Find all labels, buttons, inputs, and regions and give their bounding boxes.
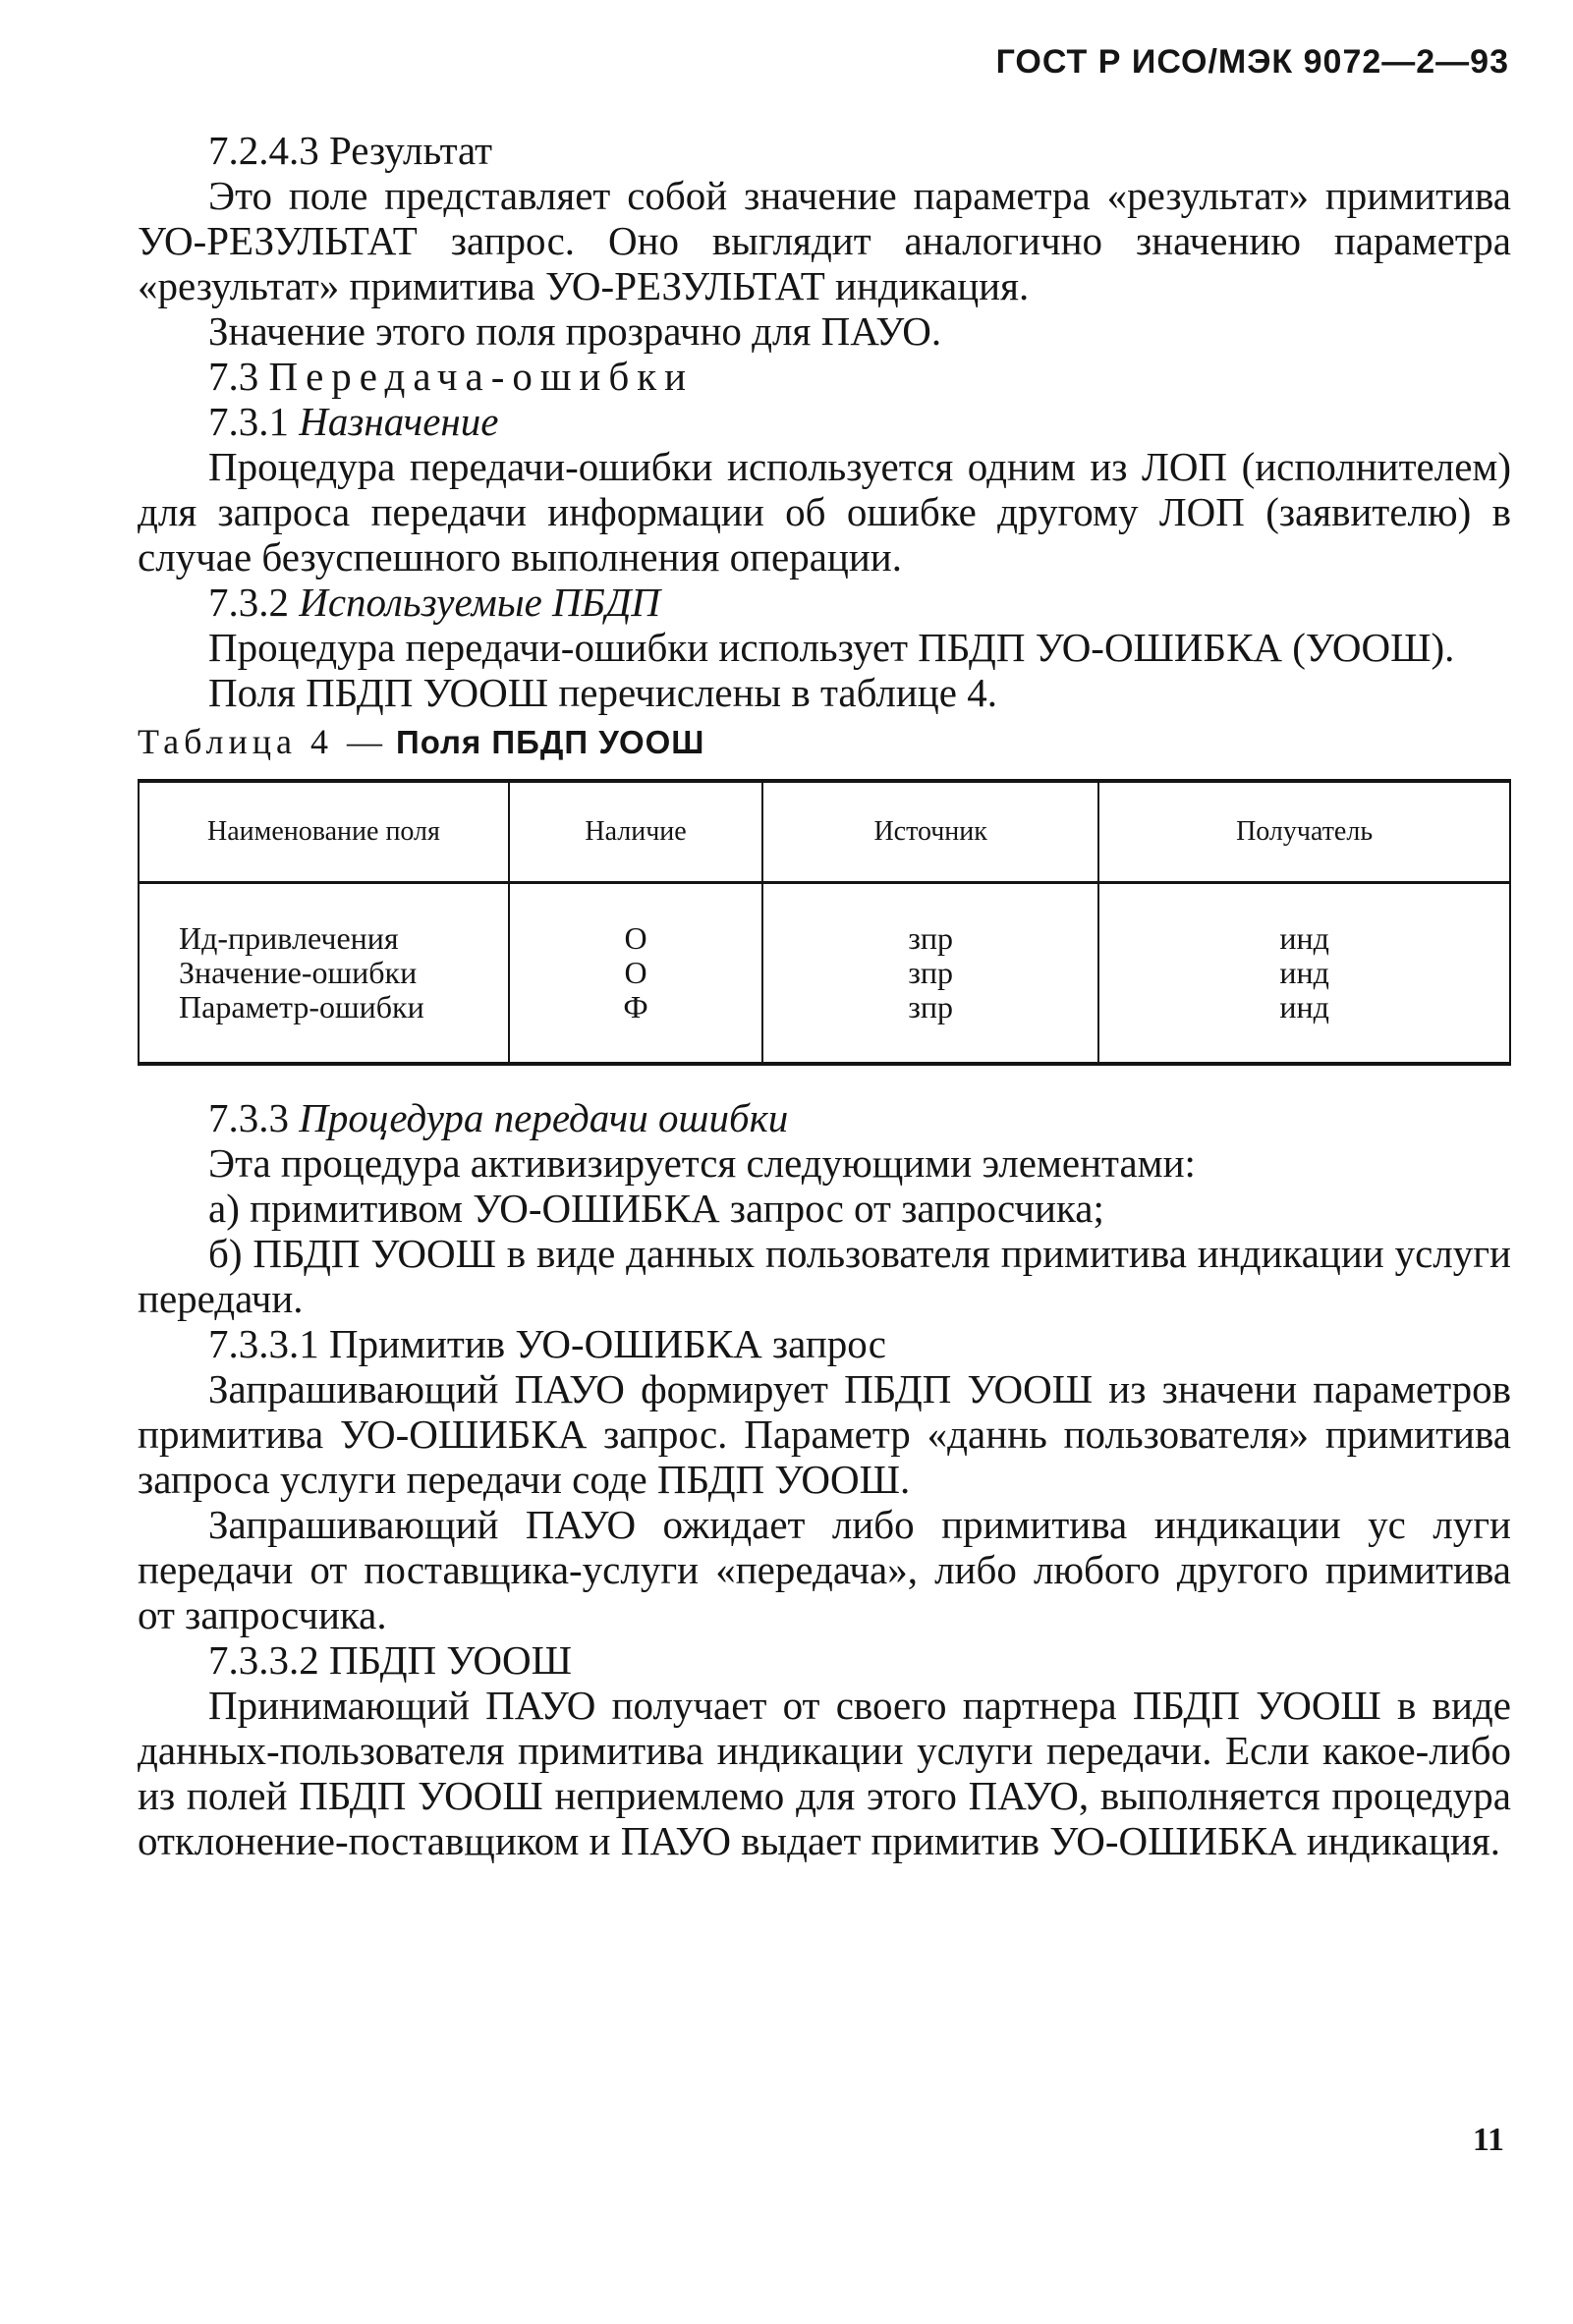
- section-heading-7332: 7.3.3.2 ПБДП УООШ: [208, 1637, 572, 1683]
- paragraph: Значение этого поля прозрачно для ПАУО.: [208, 308, 942, 354]
- paragraph: Поля ПБДП УООШ перечислены в таблице 4.: [208, 670, 997, 715]
- paragraph: Принимающий ПАУО получает от своего партнера ПБДП УООШ в виде данных-пользователя примитива индикации услуги передачи. Если какое-либо из полей ПБДП УООШ неприемлемо для этого ПАУО, выполняется процедура отклонение-поставщиком и ПАУО выдает примитив УО-ОШИБКА индикация.: [138, 1683, 1511, 1863]
- presence-value: О: [624, 955, 647, 990]
- fields-table: [138, 779, 1511, 1066]
- page-number: 11: [1472, 2122, 1504, 2158]
- section-heading-731: [208, 399, 1511, 444]
- presence-value: Ф: [623, 989, 648, 1024]
- table-header-row: [139, 781, 1510, 883]
- source-value: зпр: [908, 989, 954, 1024]
- list-item: б) ПБДП УООШ в виде данных пользователя примитива индикации услуги передачи.: [138, 1231, 1511, 1321]
- section-title: Передача-ошибки: [268, 354, 695, 399]
- list-item: а) примитивом УО-ОШИБКА запрос от запросчика;: [208, 1186, 1104, 1231]
- recipient-value: инд: [1279, 955, 1329, 990]
- presence-value: О: [624, 920, 647, 956]
- column-header: Наименование поля: [139, 781, 509, 883]
- section-number: 7.3.2: [208, 580, 289, 625]
- paragraph: Эта процедура активизируется следующими элементами:: [208, 1140, 1196, 1186]
- paragraph: Запрашивающий ПАУО ожидает либо примитива индикации ус луги передачи от поставщика-услуги «передача», либо любого другого примитива от запросчика.: [138, 1502, 1511, 1637]
- field-name: Значение-ошибки: [179, 955, 418, 990]
- paragraph: Это поле представляет собой значение параметра «результат» примитива УО-РЕЗУЛЬТАТ запрос. Оно выглядит аналогично значению параметра «результат» примитива УО-РЕЗУЛЬТАТ индикация.: [138, 173, 1511, 308]
- section-heading-7331: 7.3.3.1 Примитив УО-ОШИБКА запрос: [208, 1321, 886, 1366]
- document-body: [138, 128, 1511, 1863]
- table-cell: [1098, 883, 1510, 1065]
- table-cell: [139, 883, 509, 1065]
- table-cell: [762, 883, 1098, 1065]
- paragraph: Запрашивающий ПАУО формирует ПБДП УООШ из значени параметров примитива УО-ОШИБКА запрос. Параметр «даннь пользователя» примитива запроса услуги передачи соде ПБДП УООШ.: [138, 1366, 1511, 1502]
- paragraph: Процедура передачи-ошибки используется одним из ЛОП (исполнителем) для запроса передачи информации об ошибке другому ЛОП (заявителю) в случае безуспешного выполнения операции.: [138, 444, 1511, 580]
- table-caption-label: Таблица 4 —: [138, 722, 387, 761]
- field-name: Параметр-ошибки: [179, 989, 424, 1024]
- section-title: Назначение: [299, 399, 499, 444]
- section-number: 7.3.3: [208, 1095, 289, 1140]
- table-row: [139, 883, 1510, 1065]
- column-header: Наличие: [509, 781, 762, 883]
- column-header: Получатель: [1098, 781, 1510, 883]
- source-value: зпр: [908, 920, 954, 956]
- section-heading-732: [208, 580, 1511, 625]
- section-number: 7.3: [208, 354, 259, 399]
- section-title: Используемые ПБДП: [299, 580, 661, 625]
- recipient-value: инд: [1279, 920, 1329, 956]
- table-cell: [509, 883, 762, 1065]
- table-caption-title: Поля ПБДП УООШ: [395, 724, 705, 760]
- paragraph: Процедура передачи-ошибки использует ПБДП УО-ОШИБКА (УООШ).: [208, 625, 1455, 670]
- page-header: ГОСТ Р ИСО/МЭК 9072—2—93: [995, 43, 1509, 81]
- field-name: Ид-привлечения: [179, 920, 399, 956]
- source-value: зпр: [908, 955, 954, 990]
- table-caption: [138, 719, 1511, 765]
- section-heading-7243: 7.2.4.3 Результат: [208, 128, 493, 173]
- section-heading-73: [208, 354, 1511, 399]
- section-heading-733: [208, 1095, 1511, 1140]
- section-number: 7.3.1: [208, 399, 289, 444]
- column-header: Источник: [762, 781, 1098, 883]
- section-title: Процедура передачи ошибки: [299, 1095, 789, 1140]
- recipient-value: инд: [1279, 989, 1329, 1024]
